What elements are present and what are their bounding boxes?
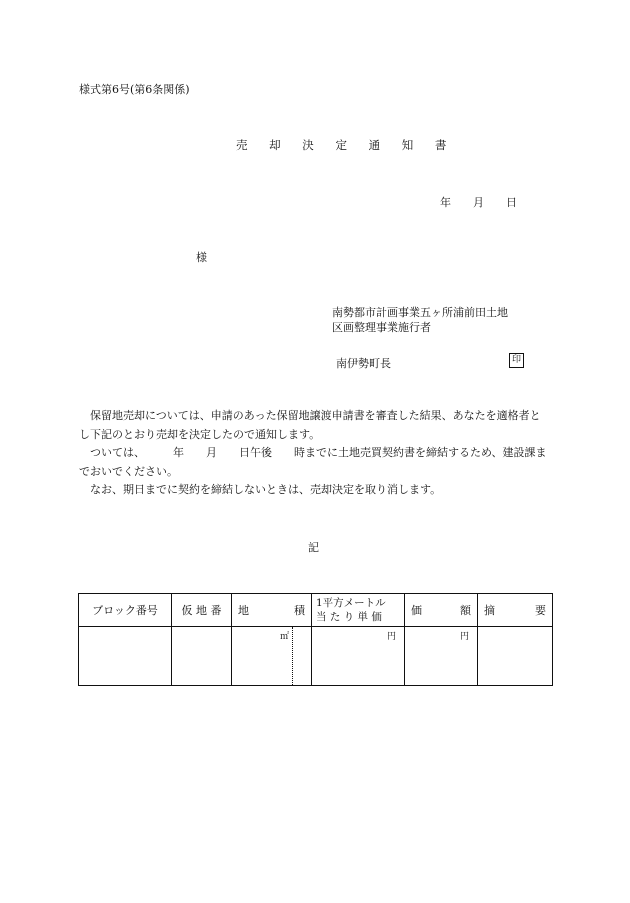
header-price-left: 価 <box>411 604 422 617</box>
header-unit-price-line2: 当 た り 単 価 <box>316 611 382 623</box>
para2-year: 年 <box>173 446 184 459</box>
date-line <box>440 194 517 210</box>
area-unit-label: ㎡ <box>279 632 289 642</box>
body-paragraph-1: 保留地売却については、申請のあった保留地譲渡申請書を審査した結果、あなたを適格者とし下記のとおり売却を決定したので通知します。 <box>79 409 541 441</box>
sale-detail-table <box>78 593 553 686</box>
cell-unit-price <box>312 627 405 686</box>
issuer-name: 南伊勢町長 <box>336 357 391 370</box>
header-price <box>405 594 478 627</box>
unit-price-yen-label: 円 <box>386 632 396 642</box>
table-header-row <box>79 594 553 627</box>
header-price-right: 額 <box>460 604 471 617</box>
para2-intro: ついては、 <box>90 446 145 459</box>
addressee-suffix: 様 <box>196 251 207 264</box>
para2-rest: 時までに土地売買契約書を締結するため、建設課までおいでください。 <box>79 446 547 478</box>
para2-day: 日午後 <box>239 446 272 459</box>
decimal-divider <box>292 627 293 685</box>
date-month-label: 月 <box>473 196 484 209</box>
table-row <box>79 627 553 686</box>
header-remarks <box>478 594 553 627</box>
header-remarks-right: 要 <box>535 604 546 617</box>
date-year-label: 年 <box>440 196 451 209</box>
header-area-left: 地 <box>238 604 249 617</box>
header-provisional-lot: 仮 地 番 <box>172 594 232 627</box>
cell-price <box>405 627 478 686</box>
header-remarks-left: 摘 <box>484 604 495 617</box>
header-block-number: ブロック番号 <box>79 594 172 627</box>
price-yen-label: 円 <box>459 632 469 642</box>
issuer-line-1: 南勢都市計画事業五ヶ所浦前田土地 <box>332 306 508 319</box>
document-title: 売 却 決 定 通 知 書 <box>236 138 456 152</box>
cell-remarks <box>478 627 553 686</box>
header-unit-price-line1: 1平方メートル <box>316 597 386 609</box>
cell-block-number <box>79 627 172 686</box>
form-number: 様式第6号(第6条関係) <box>79 83 190 96</box>
body-paragraph-3: なお、期日までに契約を締結しないときは、売却決定を取り消します。 <box>90 483 442 496</box>
issuer-line-2: 区画整理事業施行者 <box>332 321 431 334</box>
header-unit-price <box>312 594 405 627</box>
header-area <box>232 594 312 627</box>
cell-area <box>232 627 312 686</box>
cell-provisional-lot <box>172 627 232 686</box>
body-paragraph-2 <box>79 444 549 481</box>
header-area-right: 積 <box>294 604 305 617</box>
date-day-label: 日 <box>506 196 517 209</box>
seal-mark: 印 <box>509 353 524 368</box>
para2-month: 月 <box>206 446 217 459</box>
ki-heading: 記 <box>308 541 319 554</box>
